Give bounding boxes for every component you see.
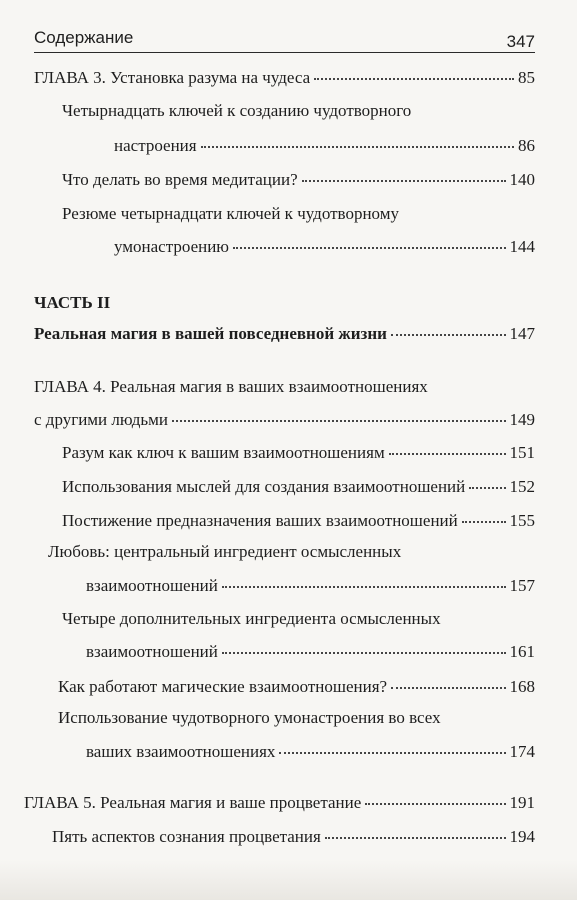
toc-entry-chapter-5 xyxy=(24,793,535,813)
toc-entry-title-cont: с другими людьми xyxy=(34,410,168,429)
toc-entry-title: ГЛАВА 5. Реальная магия и ваше процветание xyxy=(24,793,362,812)
part-heading: ЧАСТЬ II xyxy=(34,293,111,312)
toc-entry-meditation xyxy=(62,170,535,190)
toc-entry-page: 157 xyxy=(509,576,535,595)
toc-entry-title: Как работают магические взаимоотношения? xyxy=(58,677,388,696)
toc-entry-title: Четыре дополнительных ингредиента осмысленных xyxy=(62,609,441,628)
running-head xyxy=(34,24,535,53)
running-head-title: Содержание xyxy=(34,28,134,47)
toc-entry-page: 85 xyxy=(518,68,535,87)
toc-entry-mind-as-key xyxy=(62,443,535,463)
toc-entry-page: 161 xyxy=(509,642,535,661)
toc-entry-title: Что делать во время медитации? xyxy=(62,170,298,189)
dot-leader xyxy=(233,246,505,249)
running-head-page-number: 347 xyxy=(506,32,535,51)
toc-entry-title: ГЛАВА 3. Установка разума на чудеса xyxy=(34,68,311,87)
dot-leader xyxy=(469,486,505,489)
toc-entry-page: 151 xyxy=(509,443,535,462)
toc-entry-page: 168 xyxy=(509,677,535,696)
dot-leader xyxy=(389,452,506,455)
toc-entry-title: ГЛАВА 4. Реальная магия в ваших взаимоотношениях xyxy=(34,377,428,396)
toc-entry-title: Разум как ключ к вашим взаимоотношениям xyxy=(62,443,385,462)
dot-leader xyxy=(391,686,505,689)
page-bottom-shadow xyxy=(0,860,577,900)
toc-entry-chapter-3 xyxy=(34,68,535,88)
dot-leader xyxy=(172,419,506,422)
toc-entry-title: Использования мыслей для создания взаимоотношений xyxy=(62,477,466,496)
dot-leader xyxy=(222,585,506,588)
toc-entry-title-cont: умонастроению xyxy=(114,237,230,256)
toc-entry-title: Резюме четырнадцати ключей к чудотворному xyxy=(62,204,399,223)
toc-entry-part-2 xyxy=(34,324,535,344)
dot-leader xyxy=(365,802,505,805)
toc-entry-title: Использование чудотворного умонастроения во всех xyxy=(58,708,441,727)
dot-leader xyxy=(325,836,506,839)
dot-leader xyxy=(462,520,506,523)
toc-entry-fourteen-keys xyxy=(114,136,535,156)
toc-entry-four-ingredients xyxy=(86,642,535,662)
toc-entry-page: 174 xyxy=(509,742,535,761)
toc-entry-page: 144 xyxy=(509,237,535,256)
toc-entry-page: 140 xyxy=(509,170,535,189)
toc-entry-chapter-4 xyxy=(34,410,535,430)
dot-leader xyxy=(302,179,506,182)
dot-leader xyxy=(314,77,514,80)
toc-entry-summary xyxy=(114,237,535,257)
toc-entry-page: 194 xyxy=(509,827,535,846)
dot-leader xyxy=(222,651,506,654)
toc-entry-page: 152 xyxy=(509,477,535,496)
toc-entry-page: 86 xyxy=(518,136,535,155)
toc-entry-page: 191 xyxy=(509,793,535,812)
toc-entry-page: 155 xyxy=(509,511,535,530)
toc-entry-title: Любовь: центральный ингредиент осмысленных xyxy=(48,542,402,561)
toc-entry-page: 147 xyxy=(509,324,535,343)
toc-entry-title: Реальная магия в вашей повседневной жизни xyxy=(34,324,387,343)
toc-entry-magic-relationships xyxy=(58,677,535,697)
toc-entry-using-thoughts xyxy=(62,477,535,497)
dot-leader xyxy=(279,751,505,754)
dot-leader xyxy=(201,145,514,148)
toc-entry-love xyxy=(86,576,535,596)
toc-entry-title: Постижение предназначения ваших взаимоотношений xyxy=(62,511,458,530)
toc-entry-purpose xyxy=(62,511,535,531)
toc-entry-title-cont: взаимоотношений xyxy=(86,642,218,661)
toc-entry-title-cont: ваших взаимоотношениях xyxy=(86,742,276,761)
dot-leader xyxy=(391,333,506,336)
toc-entry-miracle-mindset xyxy=(86,742,535,762)
toc-entry-title: Пять аспектов сознания процветания xyxy=(52,827,321,846)
toc-entry-title: Четырнадцать ключей к созданию чудотворного xyxy=(62,101,412,120)
toc-entry-prosperity-aspects xyxy=(52,827,535,847)
toc-entry-title-cont: настроения xyxy=(114,136,197,155)
toc-entry-title-cont: взаимоотношений xyxy=(86,576,218,595)
toc-entry-page: 149 xyxy=(509,410,535,429)
